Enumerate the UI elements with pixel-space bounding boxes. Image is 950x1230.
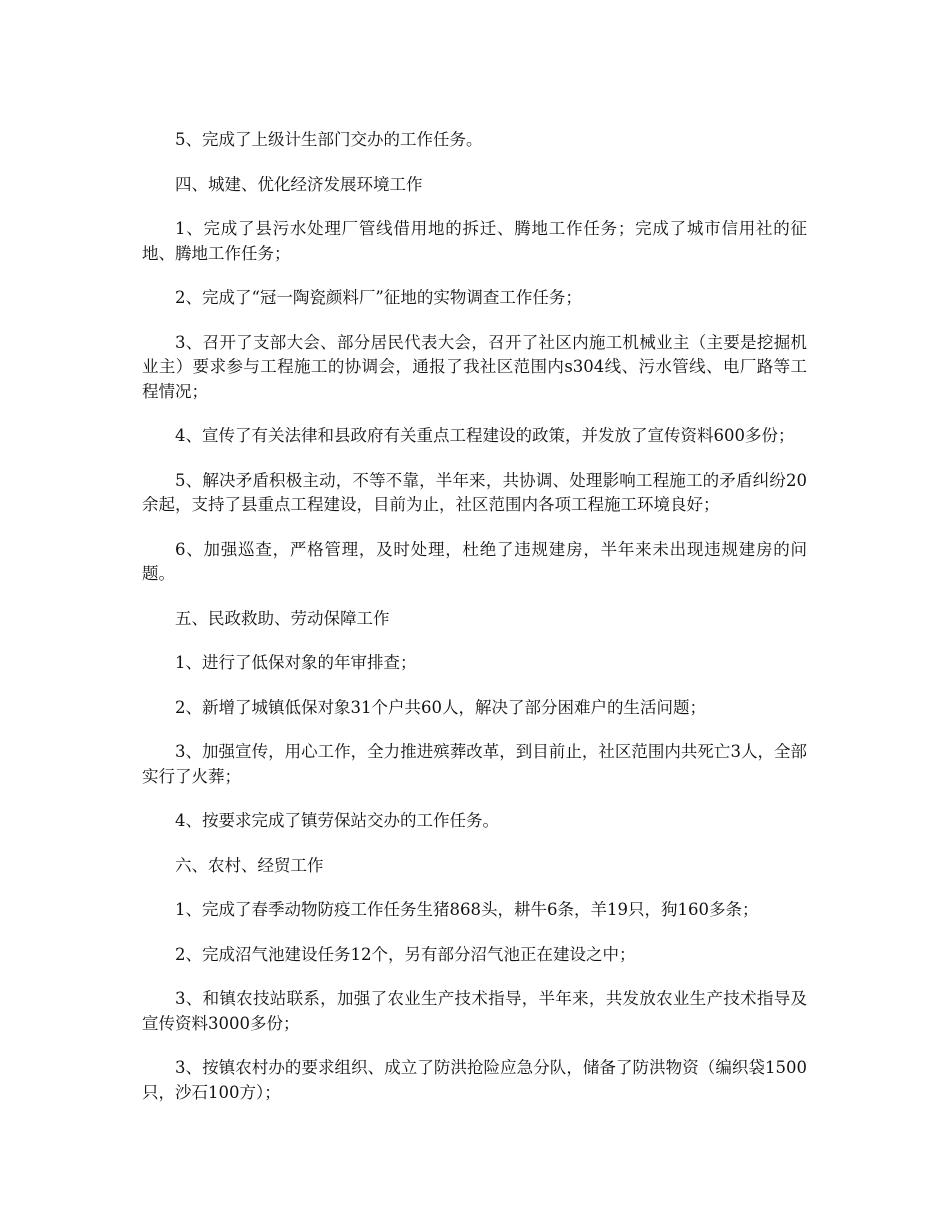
paragraph-6-3: 3、和镇农技站联系，加强了农业生产技术指导，半年来，共发放农业生产技术指导及宣传资料3000多份； [142, 989, 807, 1033]
paragraph-4-6: 6、加强巡查，严格管理，及时处理，杜绝了违规建房，半年来未出现违规建房的问题。 [142, 539, 807, 583]
paragraph-5-4: 4、按要求完成了镇劳保站交办的工作任务。 [175, 811, 499, 830]
paragraph-4-2: 2、完成了“冠一陶瓷颜料厂”征地的实物调查工作任务； [175, 288, 582, 307]
paragraph-6-1: 1、完成了春季动物防疫工作任务生猪868头，耕牛6条，羊19只，狗160多条； [175, 900, 759, 919]
section-heading-4: 四、城建、优化经济发展环境工作 [175, 174, 423, 194]
section-heading-6: 六、农村、经贸工作 [175, 855, 324, 875]
paragraph-4-1: 1、完成了县污水处理厂管线借用地的拆迁、腾地工作任务；完成了城市信用社的征地、腾地工作任务； [142, 219, 807, 263]
paragraph-4-5: 5、解决矛盾积极主动，不等不靠，半年来，共协调、处理影响工程施工的矛盾纠纷20余起，支持了县重点工程建设，目前为止，社区范围内各项工程施工环境良好； [142, 470, 807, 514]
paragraph-6-2: 2、完成沼气池建设任务12个，另有部分沼气池正在建设之中； [175, 944, 636, 964]
paragraph-5-3: 3、加强宣传，用心工作，全力推进殡葬改革，到目前止，社区范围内共死亡3人，全部实行了火葬； [142, 742, 807, 786]
paragraph-5-2: 2、新增了城镇低保对象31个户共60人，解决了部分困难户的生活问题； [175, 697, 706, 717]
paragraph-4-3: 3、召开了支部大会、部分居民代表大会，召开了社区内施工机械业主（主要是挖掘机业主）要求参与工程施工的协调会，通报了我社区范围内s304线、污水管线、电厂路等工程情况； [142, 332, 807, 401]
paragraph-6-4: 3、按镇农村办的要求组织、成立了防洪抢险应急分队，储备了防洪物资（编织袋1500只，沙石100方）； [142, 1058, 807, 1102]
document-body [142, 128, 807, 1125]
paragraph-task-5-planning: 5、完成了上级计生部门交办的工作任务。 [175, 130, 483, 149]
section-heading-5: 五、民政救助、劳动保障工作 [175, 608, 390, 628]
paragraph-5-1: 1、进行了低保对象的年审排查； [175, 653, 417, 672]
paragraph-4-4: 4、宣传了有关法律和县政府有关重点工程建设的政策，并发放了宣传资料600多份； [175, 426, 795, 445]
